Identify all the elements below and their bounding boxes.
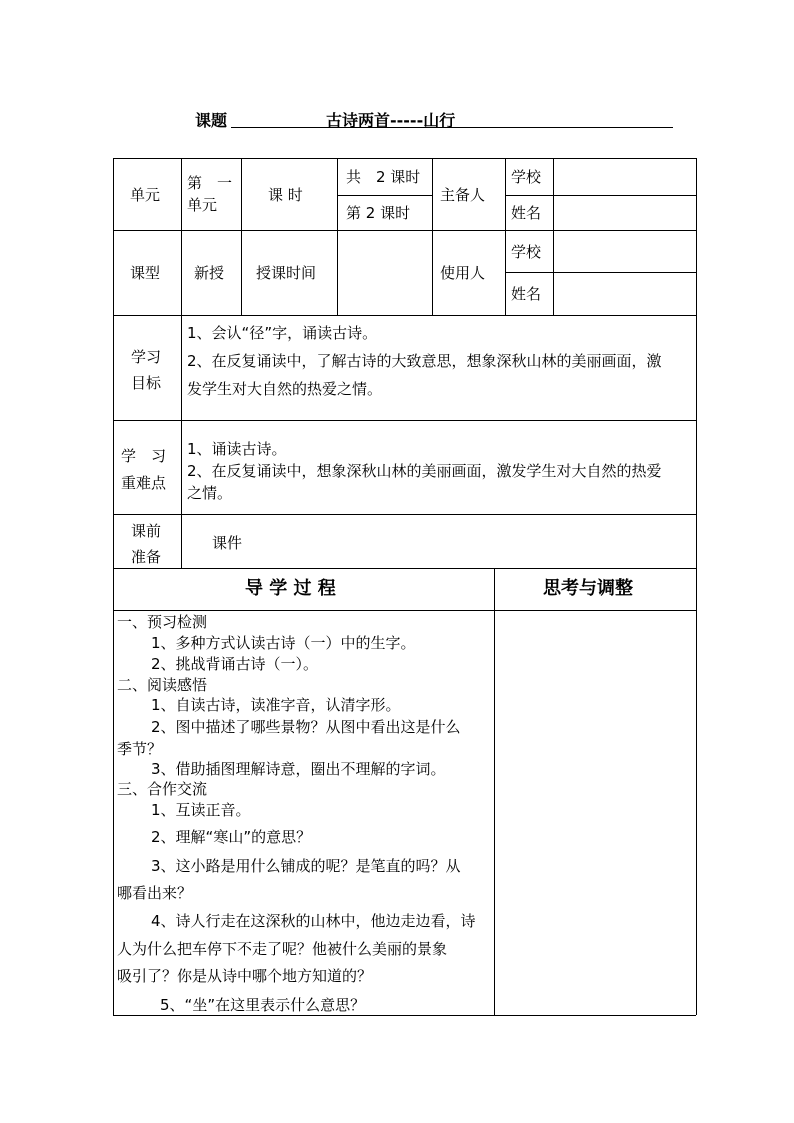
unit-value-line2: 单元 [187,196,218,214]
process-line-3: 2、挑战背诵古诗（一）。 [151,655,319,673]
user-label: 使用人 [440,264,486,282]
period-label: 课 时 [268,186,303,204]
reflection-header: 思考与调整 [543,578,633,599]
process-line-6: 2、图中描述了哪些景物？从图中看出这是什么 [151,718,461,736]
user-name-field[interactable] [556,276,692,312]
lesson-title: 古诗两首-----山行 [326,111,456,130]
goals-label-line1: 学习 [131,348,162,366]
process-line-15: 人为什么把车停下不走了呢？他被什么美丽的景象 [117,940,448,958]
process-line-7: 季节？ [117,740,163,758]
process-line-8: 3、借助插图理解诗意，圈出不理解的字词。 [151,760,446,778]
process-line-13: 哪看出来？ [117,884,193,902]
time-label: 授课时间 [256,264,317,282]
keypoints-label-line1: 学 习 [121,447,167,465]
keypoint-item-1: 1、诵读古诗。 [187,440,287,458]
keypoint-item-2-line1: 2、在反复诵读中，想象深秋山林的美丽画面，激发学生对大自然的热爱 [187,462,662,480]
prep-value: 课件 [212,534,243,552]
goals-label-line2: 目标 [131,374,162,392]
process-line-16: 吸引了？你是从诗中哪个地方知道的？ [117,967,373,985]
process-line-11: 2、理解“寒山”的意思？ [151,828,312,846]
goal-item-1: 1、会认“径”字，诵读古诗。 [187,324,378,342]
user-name-label: 姓名 [511,285,542,303]
process-line-17: 5、“坐”在这里表示什么意思？ [160,996,366,1014]
goal-item-2-line2: 发学生对大自然的热爱之情。 [187,380,383,398]
keypoints-label-line2: 重难点 [121,474,167,492]
user-school-label: 学校 [511,243,542,261]
process-line-12: 3、这小路是用什么铺成的呢？是笔直的吗？从 [151,857,461,875]
process-line-10: 1、互读正音。 [151,801,251,819]
preparer-school-field[interactable] [556,162,692,192]
preparer-name-label: 姓名 [511,204,542,222]
keypoint-item-2-line2: 之情。 [187,484,233,502]
process-line-9: 三、合作交流 [117,780,208,798]
prep-label-line1: 课前 [131,522,162,540]
current-period: 第 2 课时 [346,204,411,222]
lesson-title-label: 课题 [195,111,228,130]
unit-label: 单元 [130,186,161,204]
prep-label-line2: 准备 [131,548,162,566]
unit-value-line1: 第 一 [187,174,233,192]
preparer-label: 主备人 [440,186,486,204]
process-header: 导 学 过 程 [245,578,336,599]
process-line-2: 1、多种方式认读古诗（一）中的生字。 [151,634,416,652]
process-line-14: 4、诗人行走在这深秋的山林中，他边走边看，诗 [151,912,476,930]
goal-item-2-line1: 2、在反复诵读中，了解古诗的大致意思，想象深秋山林的美丽画面，激 [187,352,662,370]
process-line-5: 1、自读古诗，读准字音，认清字形。 [151,696,401,714]
user-school-field[interactable] [556,234,692,269]
preparer-name-field[interactable] [556,198,692,228]
type-label: 课型 [130,264,161,282]
reflection-area[interactable] [497,613,693,1012]
preparer-school-label: 学校 [511,168,542,186]
total-periods: 共 2 课时 [346,168,421,186]
time-field[interactable] [341,234,429,312]
process-line-1: 一、预习检测 [117,613,208,631]
process-line-4: 二、阅读感悟 [117,676,208,694]
type-value: 新授 [194,264,225,282]
